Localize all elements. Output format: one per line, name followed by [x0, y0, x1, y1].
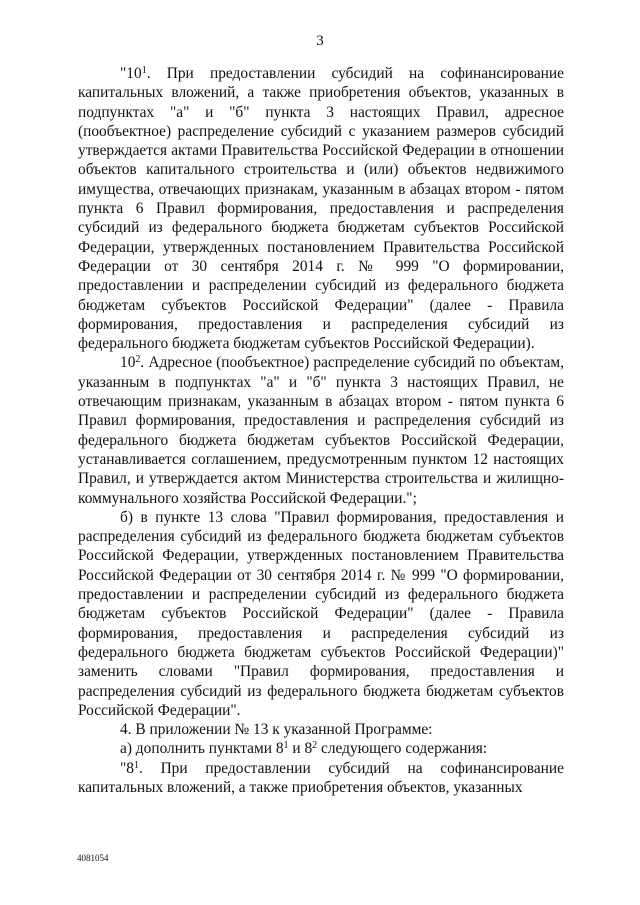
paragraph-text: . При предоставлении субсидий на софинансирование капитальных вложений, а также приобретения объектов, указанных в подпунктах "а" и "б" пункта 3 настоящих Правил, адресное (пообъектное) распределение субсидий с указанием размеров субсидий утверждается актами Правительства Российской Федерации в отношении объектов капитального строительства и (или) объектов недвижимого имущества, отвечающих признакам, указанным в абзацах втором - пятом пункта 6 Правил формирования, предоставления и распределения субсидий из федерального бюджета бюджетам субъектов Российской Федерации, утвержденных постановлением Правительства Российской Федерации от 30 сентября 2014 г. № 999 "О формировании, предоставлении и распределении субсидий из федерального бюджета бюджетам субъектов Российской Федерации" (далее - Правила формирования, предоставления и распределения субсидий из федерального бюджета бюджетам субъектов Российской Федерации).: [78, 65, 564, 353]
paragraph: [78, 353, 564, 507]
paragraph-text: "10: [120, 65, 142, 82]
paragraph-text: и 8: [288, 740, 313, 758]
paragraph: [78, 508, 564, 720]
paragraph: [78, 739, 564, 758]
page-number: 3: [316, 33, 324, 49]
paragraph-text: "8: [120, 759, 134, 777]
paragraph-text: 4. В приложении № 13 к указанной Программе:: [120, 721, 433, 739]
document-code: 4081054: [77, 853, 109, 863]
document-body: [78, 64, 564, 797]
paragraph: [78, 64, 564, 353]
paragraph-text: б) в пункте 13 слова "Правил формирования, предоставления и распределения субсидий из федерального бюджета бюджетам субъектов Российской Федерации, утвержденных постановлением Правительства Российской Федерации от 30 сентября 2014 г. № 999 "О формировании, предоставлении и распределении субсидий из федерального бюджета бюджетам субъектов Российской Федерации" (далее - Правила формирования, предоставления и распределения субсидий из федерального бюджета бюджетам субъектов Российской Федерации)" заменить словами "Правил формирования, предоставления и распределения субсидий из федерального бюджета бюджетам субъектов Российской Федерации".: [78, 508, 564, 719]
paragraph-text: . При предоставлении субсидий на софинансирование капитальных вложений, а также приобретения объектов, указанных: [78, 759, 564, 796]
paragraph-text: . Адресное (пообъектное) распределение субсидий по объектам, указанным в подпунктах "а" и "б" пункта 3 настоящих Правил, не отвечающим признакам, указанным в абзацах втором - пятом пункта 6 Правил формирования, предоставления и распределения субсидий из федерального бюджета бюджетам субъектов Российской Федерации, устанавливается соглашением, предусмотренным пунктом 12 настоящих Правил, и утверждается актом Министерства строительства и жилищно-коммунального хозяйства Российской Федерации.";: [78, 354, 564, 507]
superscript: 2: [135, 354, 141, 366]
superscript: 1: [283, 740, 289, 752]
paragraph: [78, 720, 564, 739]
paragraph: [78, 759, 564, 798]
paragraph-text: 10: [120, 354, 136, 372]
superscript: 1: [141, 65, 147, 76]
superscript: 2: [312, 740, 318, 752]
superscript: 1: [133, 759, 139, 771]
paragraph-text: следующего содержания:: [317, 740, 488, 758]
paragraph-text: а) дополнить пунктами 8: [120, 740, 284, 758]
